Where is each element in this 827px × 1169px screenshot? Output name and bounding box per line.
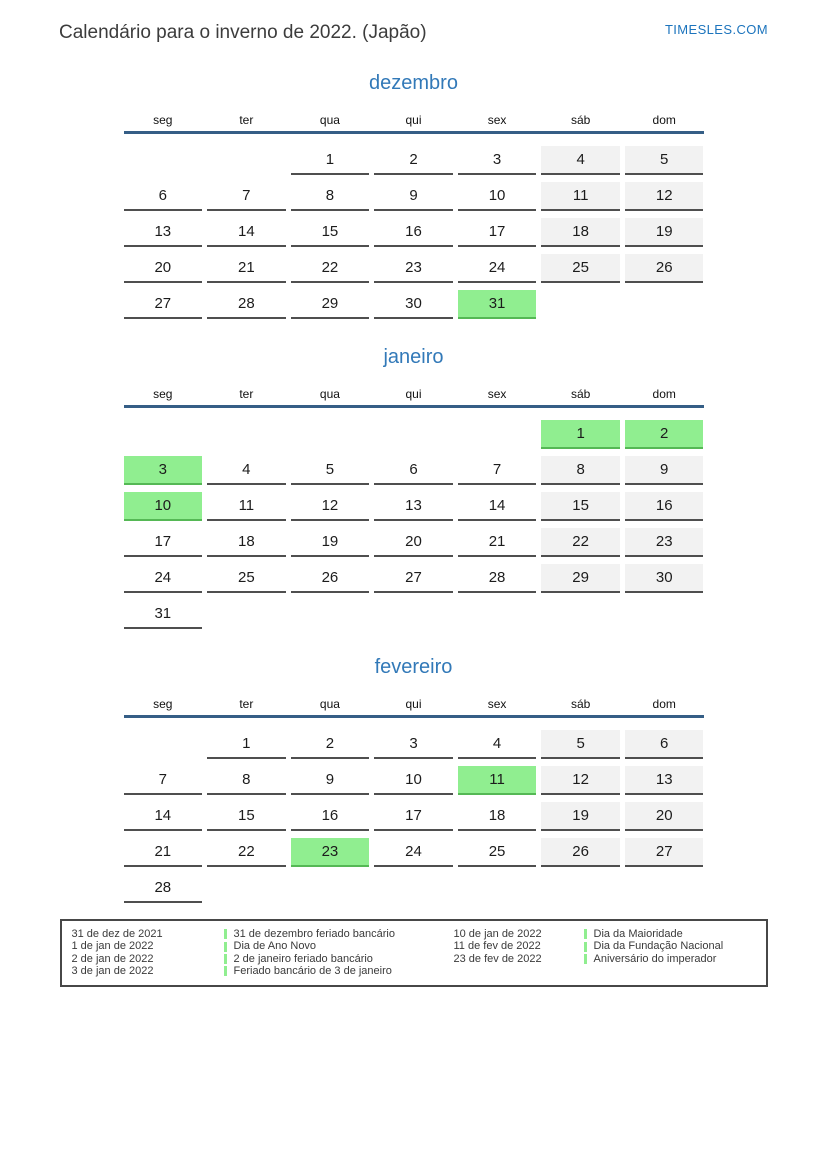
- empty-cell: [207, 600, 286, 627]
- day-cell: 15: [291, 218, 370, 247]
- empty-cell: [291, 600, 370, 627]
- empty-cell: [458, 420, 537, 447]
- legend-date: 2 de jan de 2022: [71, 952, 154, 965]
- day-cell: 30: [374, 290, 453, 319]
- weekday-label: qui: [405, 113, 422, 127]
- holiday-marker: [224, 966, 227, 976]
- holiday-day-cell: 10: [124, 492, 203, 521]
- weekday-label: sáb: [570, 697, 591, 711]
- day-cell: 3: [374, 730, 453, 759]
- month-fevereiro: [124, 655, 704, 903]
- day-cell: 29: [541, 564, 620, 593]
- day-cell: 17: [124, 528, 203, 557]
- day-cell: 16: [625, 492, 704, 521]
- holiday-marker: [584, 942, 587, 952]
- day-cell: 9: [374, 182, 453, 211]
- day-cell: 20: [124, 254, 203, 283]
- weekday-header-row: [124, 109, 704, 134]
- day-cell: 25: [458, 838, 537, 867]
- day-cell: 24: [374, 838, 453, 867]
- day-cell: 26: [291, 564, 370, 593]
- empty-cell: [124, 730, 203, 757]
- day-cell: 28: [458, 564, 537, 593]
- day-cell: 1: [291, 146, 370, 175]
- legend-date: 11 de fev de 2022: [453, 940, 541, 953]
- day-cell: 4: [458, 730, 537, 759]
- weekday-label: sáb: [570, 113, 591, 127]
- day-cell: 28: [124, 874, 203, 903]
- weekday-label: ter: [239, 387, 254, 401]
- day-cell: 26: [541, 838, 620, 867]
- day-cell: 14: [207, 218, 286, 247]
- day-cell: 4: [207, 456, 286, 485]
- day-cell: 6: [625, 730, 704, 759]
- weekday-label: qua: [319, 697, 340, 711]
- holiday-marker: [224, 954, 227, 964]
- day-cell: 13: [374, 492, 453, 521]
- weekday-label: seg: [153, 697, 173, 711]
- legend-entry: [224, 965, 454, 977]
- day-cell: 21: [207, 254, 286, 283]
- day-cell: 27: [625, 838, 704, 867]
- weekday-label: qui: [405, 697, 422, 711]
- day-cell: 21: [124, 838, 203, 867]
- weekday-label: dom: [652, 697, 676, 711]
- weekday-label: dom: [652, 113, 676, 127]
- day-cell: 4: [541, 146, 620, 175]
- legend-date: 31 de dez de 2021: [71, 928, 163, 940]
- holiday-day-cell: 11: [458, 766, 537, 795]
- day-cell: 14: [458, 492, 537, 521]
- weekday-label: sex: [487, 387, 507, 401]
- holiday-day-cell: 23: [291, 838, 370, 867]
- legend-entry: [224, 928, 454, 940]
- month-title: fevereiro: [374, 656, 453, 678]
- legend-label: Feriado bancário de 3 de janeiro: [233, 965, 392, 978]
- day-cell: 5: [625, 146, 704, 175]
- weekday-header-row: [124, 693, 704, 718]
- weekday-label: qua: [319, 113, 340, 127]
- legend-label: Dia da Fundação Nacional: [593, 940, 724, 953]
- month-janeiro: [124, 345, 704, 629]
- day-cell: 27: [374, 564, 453, 593]
- weekday-label: sex: [487, 697, 507, 711]
- holiday-day-cell: 31: [458, 290, 537, 319]
- weekday-header-row: [124, 383, 704, 408]
- day-cell: 25: [207, 564, 286, 593]
- day-cell: 17: [458, 218, 537, 247]
- month-title: dezembro: [369, 72, 458, 94]
- empty-cell: [374, 420, 453, 447]
- day-cell: 17: [374, 802, 453, 831]
- page-title: Calendário para o inverno de 2022. (Japão): [59, 22, 427, 43]
- day-cell: 1: [207, 730, 286, 759]
- day-cell: 7: [207, 182, 286, 211]
- day-cell: 20: [374, 528, 453, 557]
- legend-entry: [584, 928, 756, 940]
- day-cell: 22: [207, 838, 286, 867]
- day-cell: 7: [458, 456, 537, 485]
- months: [124, 71, 704, 903]
- day-cell: 19: [541, 802, 620, 831]
- weeks-grid: [124, 730, 704, 903]
- day-cell: 23: [374, 254, 453, 283]
- legend-date: 3 de jan de 2022: [71, 965, 154, 978]
- day-cell: 24: [124, 564, 203, 593]
- day-cell: 26: [625, 254, 704, 283]
- holiday-marker: [224, 942, 227, 952]
- legend-date: 10 de jan de 2022: [453, 928, 542, 940]
- legend-entry: [224, 953, 454, 965]
- day-cell: 16: [291, 802, 370, 831]
- day-cell: 7: [124, 766, 203, 795]
- holiday-marker: [584, 929, 587, 939]
- day-cell: 13: [124, 218, 203, 247]
- month-title: janeiro: [383, 346, 444, 368]
- empty-cell: [625, 600, 704, 627]
- day-cell: 9: [625, 456, 704, 485]
- day-cell: 8: [541, 456, 620, 485]
- day-cell: 5: [541, 730, 620, 759]
- day-cell: 10: [458, 182, 537, 211]
- day-cell: 11: [541, 182, 620, 211]
- day-cell: 16: [374, 218, 453, 247]
- day-cell: 25: [541, 254, 620, 283]
- day-cell: 13: [625, 766, 704, 795]
- legend-box: [60, 919, 768, 987]
- day-cell: 18: [541, 218, 620, 247]
- day-cell: 22: [291, 254, 370, 283]
- empty-cell: [207, 146, 286, 173]
- page-header: [0, 0, 827, 45]
- weeks-grid: [124, 146, 704, 319]
- weekday-label: ter: [239, 697, 254, 711]
- empty-cell: [124, 146, 203, 173]
- day-cell: 19: [291, 528, 370, 557]
- empty-cell: [541, 874, 620, 901]
- day-cell: 27: [124, 290, 203, 319]
- day-cell: 15: [207, 802, 286, 831]
- weekday-label: seg: [153, 113, 173, 127]
- day-cell: 9: [291, 766, 370, 795]
- day-cell: 18: [207, 528, 286, 557]
- day-cell: 3: [458, 146, 537, 175]
- weekday-label: qui: [405, 387, 422, 401]
- legend-date: 23 de fev de 2022: [453, 952, 542, 965]
- day-cell: 12: [291, 492, 370, 521]
- empty-cell: [291, 420, 370, 447]
- day-cell: 12: [541, 766, 620, 795]
- day-cell: 12: [625, 182, 704, 211]
- day-cell: 20: [625, 802, 704, 831]
- legend-label: Dia da Maioridade: [593, 928, 683, 940]
- empty-cell: [458, 600, 537, 627]
- weekday-label: sex: [487, 113, 507, 127]
- legend-entry: [584, 953, 756, 965]
- day-cell: 8: [207, 766, 286, 795]
- day-cell: 18: [458, 802, 537, 831]
- month-dezembro: [124, 71, 704, 319]
- site-link[interactable]: TIMESLES.COM: [664, 22, 768, 37]
- day-cell: 31: [124, 600, 203, 629]
- empty-cell: [207, 874, 286, 901]
- day-cell: 10: [374, 766, 453, 795]
- holiday-marker: [584, 954, 587, 964]
- holiday-day-cell: 1: [541, 420, 620, 449]
- day-cell: 6: [124, 182, 203, 211]
- empty-cell: [374, 600, 453, 627]
- day-cell: 29: [291, 290, 370, 319]
- empty-cell: [291, 874, 370, 901]
- day-cell: 19: [625, 218, 704, 247]
- day-cell: 22: [541, 528, 620, 557]
- weekday-label: ter: [239, 113, 254, 127]
- legend-entry: [584, 940, 756, 952]
- day-cell: 2: [374, 146, 453, 175]
- day-cell: 15: [541, 492, 620, 521]
- day-cell: 6: [374, 456, 453, 485]
- legend-label: Aniversário do imperador: [593, 952, 717, 965]
- day-cell: 23: [625, 528, 704, 557]
- holiday-day-cell: 2: [625, 420, 704, 449]
- empty-cell: [458, 874, 537, 901]
- empty-cell: [374, 874, 453, 901]
- weekday-label: sáb: [570, 387, 591, 401]
- legend-entry: [224, 940, 454, 952]
- legend-label: 31 de dezembro feriado bancário: [233, 928, 395, 940]
- day-cell: 11: [207, 492, 286, 521]
- empty-cell: [625, 874, 704, 901]
- day-cell: 14: [124, 802, 203, 831]
- weekday-label: qua: [319, 387, 340, 401]
- empty-cell: [207, 420, 286, 447]
- weeks-grid: [124, 420, 704, 629]
- legend-column: [454, 928, 756, 978]
- empty-cell: [541, 600, 620, 627]
- holiday-day-cell: 3: [124, 456, 203, 485]
- legend-date: 1 de jan de 2022: [71, 940, 154, 953]
- legend-column: [72, 928, 454, 978]
- empty-cell: [124, 420, 203, 447]
- empty-cell: [541, 290, 620, 317]
- day-cell: 30: [625, 564, 704, 593]
- day-cell: 28: [207, 290, 286, 319]
- weekday-label: dom: [652, 387, 676, 401]
- day-cell: 2: [291, 730, 370, 759]
- weekday-label: seg: [153, 387, 173, 401]
- day-cell: 8: [291, 182, 370, 211]
- legend-label: 2 de janeiro feriado bancário: [233, 952, 373, 965]
- day-cell: 24: [458, 254, 537, 283]
- day-cell: 21: [458, 528, 537, 557]
- holiday-marker: [224, 929, 227, 939]
- day-cell: 5: [291, 456, 370, 485]
- empty-cell: [625, 290, 704, 317]
- legend-label: Dia de Ano Novo: [233, 940, 317, 953]
